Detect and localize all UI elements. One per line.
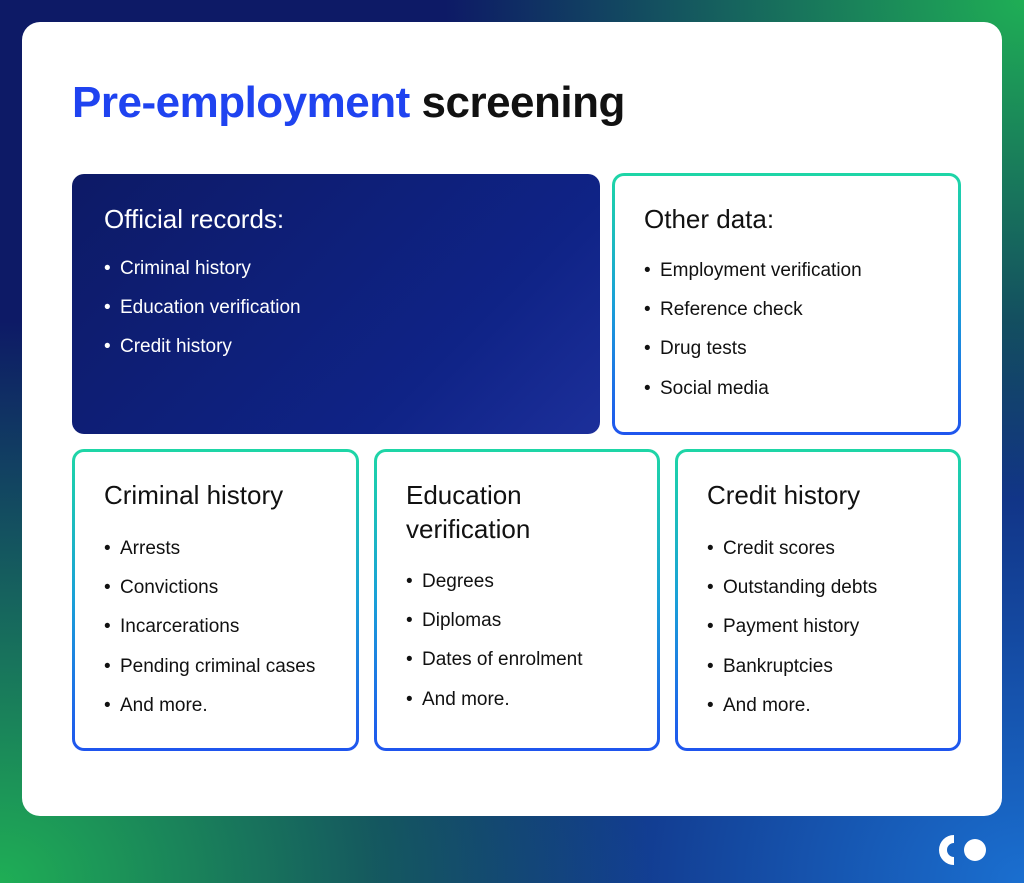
page-title: [72, 78, 625, 128]
list-item: • Bankruptcies: [707, 655, 833, 677]
list-item: • Credit history: [104, 336, 232, 358]
list-item: • Outstanding debts: [707, 577, 878, 599]
education-verification-card: [374, 449, 660, 751]
education-verification-list: [406, 570, 583, 727]
other-data-heading: Other data:: [644, 204, 775, 234]
list-item: • Degrees: [406, 571, 494, 592]
list-item: • Drug tests: [644, 338, 747, 360]
list-item: • And more.: [707, 694, 811, 716]
list-item: • And more.: [104, 694, 208, 716]
list-item: • Criminal history: [104, 258, 251, 279]
credit-history-heading: Credit history: [707, 480, 861, 510]
criminal-history-card: [72, 449, 359, 751]
official-records-heading: Official records:: [104, 204, 285, 234]
co-logo-icon: [936, 834, 988, 866]
other-data-card: [612, 173, 961, 435]
list-item: • Education verification: [104, 297, 301, 319]
list-item: • Diplomas: [406, 610, 502, 632]
criminal-history-list: [104, 537, 315, 733]
list-item: • Credit scores: [707, 538, 835, 559]
list-item: • Incarcerations: [104, 616, 240, 638]
main-panel: [22, 22, 1002, 816]
list-item: • Reference check: [644, 299, 803, 321]
list-item: • And more.: [406, 688, 510, 710]
credit-history-card: [675, 449, 961, 751]
title-rest: screening: [421, 78, 625, 127]
title-accent: Pre-employment: [72, 78, 410, 127]
list-item: • Convictions: [104, 577, 219, 599]
list-item: • Employment verification: [644, 260, 862, 281]
official-records-card: [72, 174, 600, 434]
official-records-list: [104, 257, 301, 375]
criminal-history-heading: Criminal history: [104, 480, 284, 510]
list-item: • Pending criminal cases: [104, 655, 316, 677]
list-item: • Payment history: [707, 616, 860, 638]
other-data-list: [644, 259, 862, 416]
credit-history-list: [707, 537, 877, 733]
list-item: • Arrests: [104, 538, 181, 559]
list-item: • Social media: [644, 377, 769, 399]
education-verification-heading: Education verification: [406, 480, 531, 544]
list-item: • Dates of enrolment: [406, 649, 583, 671]
